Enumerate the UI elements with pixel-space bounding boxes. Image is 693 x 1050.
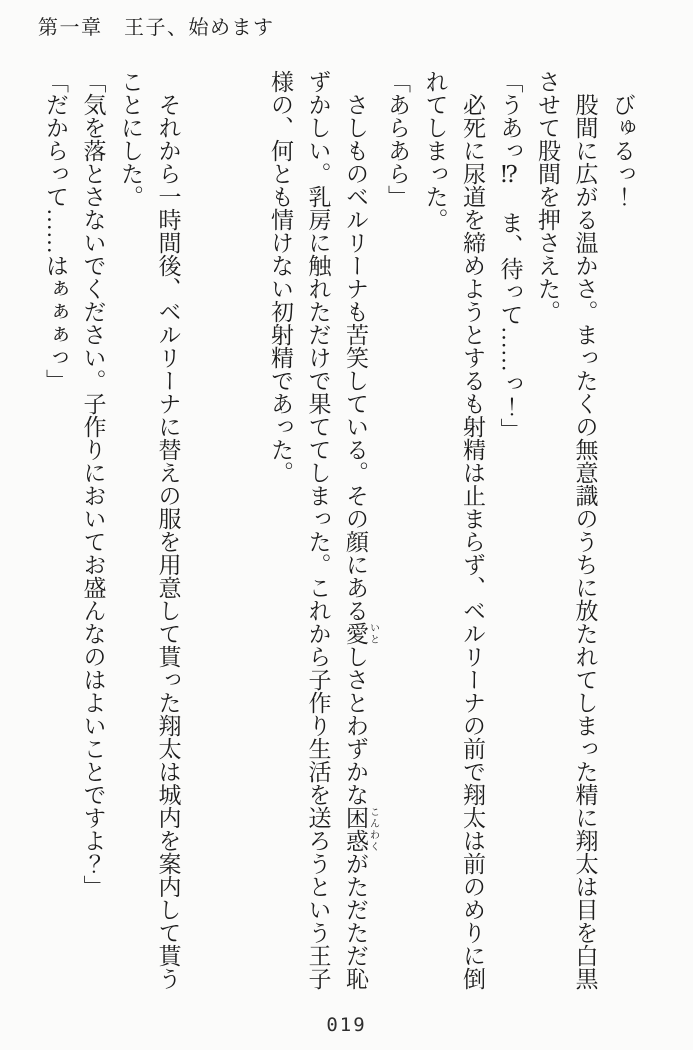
paragraph: 必死に尿道を締めようとするも射精は止まらず、ベルリーナの前で翔太は前のめりに倒れてしまった。: [422, 70, 485, 990]
paragraph: 「気を落とさないでください。子作りにおいてお盛んなのはよいことですよ？」: [80, 70, 106, 898]
paragraph: さしものベルリーナも苦笑している。その顔にある愛 いとしさとわずかな困惑 こんわくがただただ恥ずかしい。乳房に触れただけで果ててしまった。これから子作り生活を送ろうという王子様の、何とも情けない初射精であった。: [268, 70, 379, 990]
paragraph: それから一時間後、ベルリーナに替えの服を用意して貰った翔太は城内を案内して貰うことにした。: [118, 70, 181, 990]
furigana-annotated-word: 困惑 こんわく: [343, 806, 379, 852]
chapter-heading: 第一章 王子、始めます: [38, 17, 275, 39]
paragraph: 股間に広がる温かさ。まったくの無意識のうちに放たれてしまった精に翔太は目を白黒させて股間を押さえた。: [535, 70, 598, 990]
paragraph: 「うあっ⁉ ま、待って……っ！」: [497, 70, 523, 441]
paragraph: 「だからって……はぁぁぁっ」: [43, 70, 68, 392]
scene-break-spacer: [187, 70, 262, 80]
paragraph: 「あらあら」: [385, 70, 410, 208]
paragraph: びゅるっ！: [610, 93, 635, 208]
furigana-annotated-word: 愛 いと: [343, 622, 379, 645]
page-number: 019: [326, 1014, 367, 1036]
body-text: [37, 70, 642, 990]
